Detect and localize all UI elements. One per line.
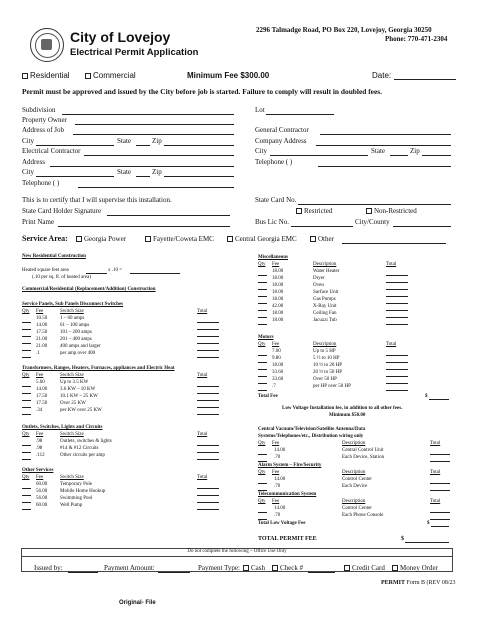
fee-description: Over 25 KW bbox=[60, 401, 86, 406]
fee-row bbox=[258, 455, 453, 462]
electrical-contractor-field[interactable] bbox=[84, 155, 234, 156]
payment-type-label: Payment Type: bbox=[198, 564, 240, 572]
fee-value: .1 bbox=[36, 351, 40, 356]
fee-row bbox=[258, 356, 453, 363]
minimum-fee: Minimum Fee $300.00 bbox=[187, 71, 270, 80]
cv-table bbox=[258, 441, 453, 463]
company-telephone-label: Telephone ( ) bbox=[255, 158, 293, 166]
contractor-state-field[interactable] bbox=[136, 176, 150, 177]
telecom-header-row: Qty Fee Description Total bbox=[258, 499, 441, 504]
subdivision-label: Subdivision bbox=[22, 106, 56, 114]
fee-description: 10.1 KW – 25 KW bbox=[60, 394, 98, 399]
fee-description: 201 – 400 amps bbox=[60, 337, 92, 342]
motors-header-row: Qty Fee Description Total bbox=[258, 342, 397, 347]
qty-field[interactable] bbox=[22, 357, 31, 358]
fee-row bbox=[258, 513, 453, 520]
alarm-table bbox=[258, 470, 453, 492]
contractor-zip-field[interactable] bbox=[164, 176, 234, 177]
transformers-header-row: Qty Fee Switch Size Total bbox=[22, 373, 208, 378]
fee-row bbox=[22, 394, 232, 401]
checkbox-icon bbox=[296, 208, 302, 214]
contractor-address-label: Address bbox=[22, 158, 45, 166]
fee-description: 1 – 60 amps bbox=[60, 316, 85, 321]
fee-value: 14.00 bbox=[274, 506, 286, 511]
fee-value: 33.60 bbox=[272, 370, 284, 375]
fee-value: 10.50 bbox=[36, 316, 48, 321]
fee-value: 21.00 bbox=[36, 344, 48, 349]
total-low-voltage-label: Total Low Voltage Fee bbox=[258, 521, 306, 526]
misc-header-row: Qty Fee Description Total bbox=[258, 262, 397, 267]
city-seal-logo bbox=[30, 28, 64, 62]
fee-description: Oven bbox=[313, 283, 324, 288]
company-city-label: City bbox=[255, 147, 268, 155]
office-use-banner: Do not complete the following – Office Use Only bbox=[187, 549, 287, 554]
heated-total-field[interactable] bbox=[130, 273, 180, 274]
total-field[interactable] bbox=[430, 490, 450, 491]
checkbox-icon bbox=[85, 73, 91, 79]
fee-row bbox=[22, 351, 232, 358]
check-checkbox[interactable]: Check # bbox=[272, 564, 303, 572]
issued-by-label: Issued by: bbox=[34, 564, 63, 572]
fee-row bbox=[22, 503, 232, 510]
total-fee-dollar: $ bbox=[425, 394, 428, 399]
alarm-title: Alarm System – Fire/Security bbox=[258, 463, 322, 468]
heated-sqft-label: Heated square feet area bbox=[22, 268, 69, 273]
residential-checkbox[interactable]: Residential bbox=[22, 71, 70, 80]
transformers-title: Transformers, Ranges, Heaters, Furnaces, appliances and Electric Heat bbox=[22, 366, 175, 371]
state-card-field[interactable] bbox=[298, 204, 451, 205]
contractor-address-field[interactable] bbox=[50, 166, 234, 167]
fee-description: Each Phone Console bbox=[342, 513, 384, 518]
electrical-contractor-label: Electrical Contractor bbox=[22, 147, 81, 155]
commercial-title: Commercial/Residential (Replacement/Addition) Construction bbox=[22, 287, 156, 292]
telephone-label: Telephone ( ) bbox=[22, 179, 60, 187]
fee-description: per KW over 25 KW bbox=[60, 408, 102, 413]
fee-value: 5.60 bbox=[36, 380, 45, 385]
total-field[interactable] bbox=[197, 509, 219, 510]
fee-description: Surface Unit bbox=[313, 290, 339, 295]
contractor-state-label: State bbox=[117, 168, 131, 176]
fee-row bbox=[258, 304, 453, 311]
fee-row bbox=[22, 337, 232, 344]
fee-value: 14.00 bbox=[36, 323, 48, 328]
commercial-checkbox[interactable]: Commercial bbox=[85, 71, 136, 80]
job-state-field[interactable] bbox=[136, 145, 150, 146]
total-permit-fee-label: TOTAL PERMIT FEE bbox=[258, 536, 317, 542]
fee-value: 17.50 bbox=[36, 394, 48, 399]
fee-row bbox=[22, 344, 232, 351]
cash-checkbox[interactable]: Cash bbox=[243, 564, 265, 572]
cv-title-1: Central Vacuum/Television/Satellite Antenna/Data bbox=[258, 427, 366, 432]
property-owner-field[interactable] bbox=[75, 124, 234, 125]
motors-title: Motors bbox=[258, 335, 274, 340]
fee-value: .7 bbox=[272, 384, 276, 389]
low-voltage-note-2: Minimum $50.00 bbox=[329, 413, 366, 418]
job-city-label: City bbox=[22, 137, 35, 145]
job-zip-field[interactable] bbox=[164, 145, 234, 146]
fee-description: Outlets, switches & lights bbox=[60, 439, 112, 444]
fee-row bbox=[258, 290, 453, 297]
checkbox-icon bbox=[272, 565, 278, 571]
fee-description: Central Control Unit bbox=[342, 448, 384, 453]
fee-row bbox=[22, 446, 232, 453]
fee-row bbox=[22, 323, 232, 330]
fee-value: 60.00 bbox=[36, 503, 48, 508]
date-field[interactable] bbox=[394, 79, 456, 80]
fee-value: 21.00 bbox=[36, 337, 48, 342]
qty-field[interactable] bbox=[258, 390, 267, 391]
payment-amount-field[interactable] bbox=[158, 572, 190, 573]
fee-value: 18.00 bbox=[272, 363, 284, 368]
qty-field[interactable] bbox=[258, 461, 267, 462]
total-permit-fee-field[interactable] bbox=[405, 542, 449, 543]
restricted-checkbox[interactable]: Restricted bbox=[296, 207, 332, 215]
lot-label: Lot bbox=[255, 106, 265, 114]
fee-description: Each Device bbox=[342, 484, 368, 489]
new-residential-title: New Residential Construction bbox=[22, 254, 86, 259]
checkbox-icon bbox=[392, 565, 398, 571]
company-city-field[interactable] bbox=[270, 155, 368, 156]
form-id: PERMIT Form B (REV 08/23 bbox=[381, 580, 456, 586]
fee-value: 18.00 bbox=[272, 318, 284, 323]
fee-value: .98 bbox=[36, 446, 43, 451]
other-services-table bbox=[22, 475, 232, 511]
job-address-label: Address of Job bbox=[22, 126, 64, 134]
fee-value: 9.80 bbox=[272, 356, 281, 361]
form-subtitle: Electrical Permit Application bbox=[70, 47, 199, 58]
non-restricted-checkbox[interactable]: Non-Restricted bbox=[366, 207, 417, 215]
total-permit-fee-dollar: $ bbox=[401, 536, 404, 542]
holder-signature-label: State Card Holder Signature bbox=[22, 207, 102, 215]
cv-header-row: Qty Fee Description Total bbox=[258, 441, 441, 446]
fee-row bbox=[258, 297, 453, 304]
fee-row bbox=[258, 377, 453, 384]
service-area-label: Service Area: bbox=[22, 234, 68, 243]
fee-row bbox=[22, 316, 232, 323]
fee-value: .34 bbox=[36, 408, 43, 413]
general-contractor-field[interactable] bbox=[320, 134, 451, 135]
fee-description: Each Device, Station bbox=[342, 455, 385, 460]
fee-row bbox=[258, 349, 453, 356]
fee-value: 18.00 bbox=[272, 276, 284, 281]
fee-value: 17.50 bbox=[36, 401, 48, 406]
fee-value: 7.00 bbox=[272, 349, 281, 354]
city-county-label: City/County bbox=[355, 218, 390, 226]
fee-value: 18.00 bbox=[272, 297, 284, 302]
fee-row bbox=[258, 363, 453, 370]
fee-value: 18.00 bbox=[272, 269, 284, 274]
fee-value: 18.00 bbox=[272, 283, 284, 288]
fee-value: .70 bbox=[274, 513, 281, 518]
holder-signature-field[interactable] bbox=[107, 215, 230, 216]
fee-description: 5 ½ to 10 HP bbox=[313, 356, 340, 361]
qty-field[interactable] bbox=[258, 324, 267, 325]
fee-value: 56.00 bbox=[36, 496, 48, 501]
city-address: 2296 Talmadge Road, PO Box 220, Lovejoy, Georgia 30250 bbox=[256, 26, 432, 34]
fee-description: X-Ray Unit bbox=[313, 304, 337, 309]
fee-value: .112 bbox=[36, 453, 45, 458]
subdivision-field[interactable] bbox=[62, 114, 234, 115]
lot-field[interactable] bbox=[266, 114, 334, 115]
fee-row bbox=[258, 318, 453, 325]
fee-row bbox=[22, 496, 232, 503]
fee-value: .98 bbox=[36, 439, 43, 444]
fee-description: Up to 3.5 KW bbox=[60, 380, 89, 385]
alarm-header-row: Qty Fee Description Total bbox=[258, 470, 441, 475]
fee-value: 56.00 bbox=[36, 489, 48, 494]
checkbox-icon bbox=[243, 565, 249, 571]
fee-row bbox=[258, 448, 453, 455]
other-services-title: Other Services bbox=[22, 468, 54, 473]
checkbox-icon bbox=[344, 565, 350, 571]
office-divider bbox=[21, 556, 453, 557]
certify-statement: This is to certify that I will supervise this installation. bbox=[22, 196, 172, 204]
total-low-voltage-dollar: $ bbox=[427, 521, 430, 526]
service-fayette-emc-checkbox[interactable]: Fayette/Coweta EMC bbox=[145, 235, 214, 243]
fee-row bbox=[22, 387, 232, 394]
fee-row bbox=[22, 408, 232, 415]
city-phone: Phone: 770-471-2304 bbox=[385, 35, 448, 43]
fee-description: 3.6 KW – 10 KW bbox=[60, 387, 96, 392]
fee-description: Over 50 HP bbox=[313, 377, 337, 382]
checkbox-icon bbox=[145, 236, 151, 242]
company-address-label: Company Address bbox=[255, 137, 307, 145]
fee-description: 10 ½ to 20 HP bbox=[313, 363, 343, 368]
total-field[interactable] bbox=[430, 519, 450, 520]
fee-value: 14.00 bbox=[274, 477, 286, 482]
fee-description: Control Center bbox=[342, 477, 372, 482]
fee-row bbox=[22, 482, 232, 489]
telephone-field[interactable] bbox=[78, 187, 234, 188]
fee-row bbox=[258, 370, 453, 377]
fee-row bbox=[258, 484, 453, 491]
contractor-city-field[interactable] bbox=[36, 176, 114, 177]
total-fee-field[interactable] bbox=[429, 399, 449, 400]
fee-row bbox=[258, 506, 453, 513]
motors-table bbox=[258, 342, 453, 394]
fee-row bbox=[258, 477, 453, 484]
permit-notice: Permit must be approved and issued by the City before job is started. Failure to comply will result in doubled fees. bbox=[22, 87, 382, 96]
heated-calc: x .10 = bbox=[108, 268, 123, 273]
job-city-field[interactable] bbox=[36, 145, 114, 146]
job-address-field[interactable] bbox=[73, 134, 234, 135]
company-state-field[interactable] bbox=[390, 155, 408, 156]
fee-row bbox=[258, 311, 453, 318]
fee-description: Mobile Home Hookup bbox=[60, 489, 106, 494]
bus-lic-label: Bus Lic No. bbox=[255, 218, 290, 226]
company-telephone-field[interactable] bbox=[318, 166, 451, 167]
service-central-georgia-emc-checkbox[interactable]: Central Georgia EMC bbox=[227, 235, 297, 243]
fee-description: 400 amps and larger bbox=[60, 344, 101, 349]
fee-row bbox=[258, 283, 453, 290]
transformers-table bbox=[22, 373, 232, 423]
other-header-row: Qty Fee Switch Size Total bbox=[22, 475, 208, 480]
company-state-label: State bbox=[371, 147, 385, 155]
qty-field[interactable] bbox=[22, 459, 31, 460]
telecom-title: Telecommunication System bbox=[258, 492, 317, 497]
fee-row bbox=[22, 453, 232, 460]
fee-description: Swimming Pool bbox=[60, 496, 93, 501]
qty-field[interactable] bbox=[258, 519, 267, 520]
fee-row bbox=[258, 384, 453, 391]
property-owner-label: Property Owner bbox=[22, 116, 67, 124]
fee-description: Control Center bbox=[342, 506, 372, 511]
fee-row bbox=[258, 276, 453, 283]
total-low-voltage-field[interactable] bbox=[431, 526, 449, 527]
date-label: Date: bbox=[372, 71, 392, 80]
fee-value: 33.60 bbox=[272, 377, 284, 382]
total-field[interactable] bbox=[386, 390, 408, 391]
fee-description: per amp over 400 bbox=[60, 351, 96, 356]
total-field[interactable] bbox=[197, 357, 219, 358]
panels-header-row: Qty Fee Switch Size Total bbox=[22, 309, 208, 314]
city-county-field[interactable] bbox=[393, 226, 451, 227]
fee-value: .70 bbox=[274, 484, 281, 489]
fee-value: .70 bbox=[274, 455, 281, 460]
fee-value: 14.00 bbox=[36, 387, 48, 392]
fee-description: Jacuzzi Tub bbox=[313, 318, 337, 323]
issued-by-field[interactable] bbox=[68, 572, 98, 573]
total-field[interactable] bbox=[386, 324, 408, 325]
fee-row bbox=[22, 489, 232, 496]
cv-title-2: Systems/Telephones/etc., Distribution wiring only bbox=[258, 434, 364, 439]
fee-description: Well Pump bbox=[60, 503, 83, 508]
payment-amount-label: Payment Amount: bbox=[104, 564, 155, 572]
fee-row bbox=[22, 380, 232, 387]
checkbox-icon bbox=[366, 208, 372, 214]
outlets-table bbox=[22, 432, 232, 462]
panels-table bbox=[22, 309, 232, 369]
company-zip-field[interactable] bbox=[422, 155, 451, 156]
qty-field[interactable] bbox=[22, 509, 31, 510]
fee-value: 14.00 bbox=[274, 448, 286, 453]
total-field[interactable] bbox=[197, 459, 219, 460]
telecom-table bbox=[258, 499, 453, 521]
service-other-field[interactable] bbox=[342, 243, 446, 244]
fee-description: 101 – 200 amps bbox=[60, 330, 92, 335]
fee-description: Dryer bbox=[313, 276, 325, 281]
misc-title: Miscellaneous bbox=[258, 255, 288, 260]
state-card-label: State Card No. bbox=[255, 196, 297, 204]
bus-lic-field[interactable] bbox=[291, 226, 353, 227]
panels-title: Service Panels, Sub Panels Disconnect Switches bbox=[22, 302, 124, 307]
fee-value: 18.00 bbox=[272, 290, 284, 295]
outlets-header-row: Qty Fee Switch Size Total bbox=[22, 432, 208, 437]
fee-description: 20 ½ to 50 HP bbox=[313, 370, 343, 375]
checkbox-icon bbox=[227, 236, 233, 242]
total-field[interactable] bbox=[430, 461, 450, 462]
checkbox-icon bbox=[76, 236, 82, 242]
fee-value: 60.00 bbox=[36, 482, 48, 487]
contractor-zip-label: Zip bbox=[152, 168, 162, 176]
total-fee-label: Total Fee bbox=[258, 394, 278, 399]
original-file-label: Original- File bbox=[119, 600, 156, 606]
heated-sqft-field[interactable] bbox=[86, 273, 107, 274]
fee-description: 61 – 100 amps bbox=[60, 323, 90, 328]
fee-value: 18.00 bbox=[272, 311, 284, 316]
check-number-field[interactable] bbox=[308, 572, 335, 573]
checkbox-icon bbox=[22, 73, 28, 79]
money-order-checkbox[interactable]: Money Order bbox=[392, 564, 438, 572]
fee-description: #14 & #12 Circuits bbox=[60, 446, 99, 451]
low-voltage-note-1: Low Voltage Installation fee, in addition to all other fees. bbox=[282, 406, 403, 411]
credit-card-checkbox[interactable]: Credit Card bbox=[344, 564, 385, 572]
fee-description: Ceiling Fan bbox=[313, 311, 337, 316]
fee-description: Up to 5 HP bbox=[313, 349, 336, 354]
qty-field[interactable] bbox=[22, 414, 31, 415]
fee-description: Gas Pumps bbox=[313, 297, 336, 302]
service-other-checkbox[interactable]: Other bbox=[310, 235, 334, 243]
service-georgia-power-checkbox[interactable]: Georgia Power bbox=[76, 235, 126, 243]
fee-row bbox=[22, 401, 232, 408]
fee-value: 17.50 bbox=[36, 330, 48, 335]
qty-field[interactable] bbox=[258, 490, 267, 491]
outlets-title: Outlets, Switches, Lights and Circuits bbox=[22, 425, 103, 430]
company-address-field[interactable] bbox=[316, 145, 451, 146]
fee-value: 42.00 bbox=[272, 304, 284, 309]
city-title: City of Lovejoy bbox=[70, 29, 171, 45]
job-zip-label: Zip bbox=[152, 137, 162, 145]
job-state-label: State bbox=[117, 137, 131, 145]
fee-description: per HP over 50 HP bbox=[313, 384, 351, 389]
print-name-field[interactable] bbox=[58, 226, 230, 227]
heated-note: (.10 per sq. ft. of heated area) bbox=[32, 275, 91, 280]
fee-row bbox=[22, 330, 232, 337]
fee-row bbox=[22, 439, 232, 446]
fee-row bbox=[258, 269, 453, 276]
general-contractor-label: General Contractor bbox=[255, 126, 309, 134]
fee-description: Other circuits per amp bbox=[60, 453, 105, 458]
misc-table bbox=[258, 262, 453, 332]
checkbox-icon bbox=[310, 236, 316, 242]
total-field[interactable] bbox=[197, 414, 219, 415]
contractor-city-label: City bbox=[22, 168, 35, 176]
fee-description: Water Heater bbox=[313, 269, 340, 274]
company-zip-label: Zip bbox=[410, 147, 420, 155]
fee-description: Temporary Pole bbox=[60, 482, 93, 487]
print-name-label: Print Name bbox=[22, 218, 55, 226]
